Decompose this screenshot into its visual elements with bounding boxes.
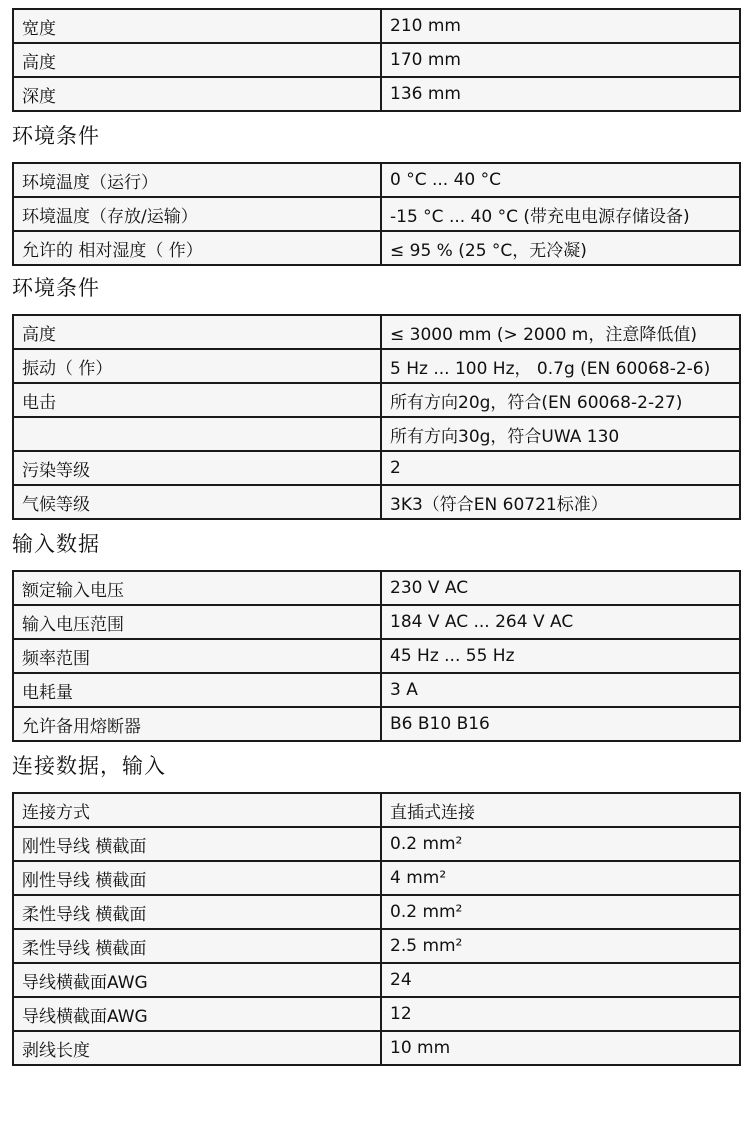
row-value: 230 V AC — [381, 571, 740, 605]
section-title-connection-data: 连接数据，输入 — [12, 754, 166, 778]
row-label: 气候等级 — [13, 485, 381, 519]
table-row — [13, 417, 740, 451]
row-label: 剥线长度 — [13, 1031, 381, 1065]
row-value: 直插式连接 — [381, 793, 740, 827]
table-row — [13, 827, 740, 861]
table-row — [13, 1031, 740, 1065]
row-value: B6 B10 B16 — [381, 707, 740, 741]
dimensions-table — [12, 8, 741, 112]
row-label: 高度 — [13, 43, 381, 77]
row-label: 振动（ 作） — [13, 349, 381, 383]
row-label: 频率范围 — [13, 639, 381, 673]
table-row — [13, 861, 740, 895]
row-value: 4 mm² — [381, 861, 740, 895]
row-value: ≤ 3000 mm (> 2000 m，注意降低值) — [381, 315, 740, 349]
table-row — [13, 197, 740, 231]
row-value: 2.5 mm² — [381, 929, 740, 963]
table-row — [13, 43, 740, 77]
row-label: 环境温度（存放/运输） — [13, 197, 381, 231]
table-row — [13, 639, 740, 673]
table-row — [13, 895, 740, 929]
row-value: 12 — [381, 997, 740, 1031]
row-label: 输入电压范围 — [13, 605, 381, 639]
input-data-table — [12, 570, 741, 742]
row-label — [13, 417, 381, 451]
row-label: 刚性导线 横截面 — [13, 861, 381, 895]
row-label: 电耗量 — [13, 673, 381, 707]
row-value: ≤ 95 % (25 °C，无冷凝) — [381, 231, 740, 265]
row-value: 2 — [381, 451, 740, 485]
table-row — [13, 929, 740, 963]
row-label: 深度 — [13, 77, 381, 111]
table-row — [13, 315, 740, 349]
row-value: 5 Hz ... 100 Hz， 0.7g (EN 60068-2-6) — [381, 349, 740, 383]
row-value: -15 °C ... 40 °C (带充电电源存储设备) — [381, 197, 740, 231]
table-row — [13, 485, 740, 519]
row-value: 24 — [381, 963, 740, 997]
row-value: 10 mm — [381, 1031, 740, 1065]
row-label: 刚性导线 横截面 — [13, 827, 381, 861]
table-row — [13, 793, 740, 827]
row-label: 导线横截面AWG — [13, 963, 381, 997]
row-value: 45 Hz ... 55 Hz — [381, 639, 740, 673]
row-label: 额定输入电压 — [13, 571, 381, 605]
row-label: 柔性导线 横截面 — [13, 895, 381, 929]
row-value: 184 V AC ... 264 V AC — [381, 605, 740, 639]
table-row — [13, 451, 740, 485]
table-row — [13, 349, 740, 383]
row-label: 允许备用熔断器 — [13, 707, 381, 741]
table-row — [13, 963, 740, 997]
row-label: 允许的 相对湿度（ 作） — [13, 231, 381, 265]
table-row — [13, 571, 740, 605]
section-title-environment: 环境条件 — [12, 124, 100, 148]
row-value: 所有方向30g，符合UWA 130 — [381, 417, 740, 451]
row-label: 连接方式 — [13, 793, 381, 827]
row-value: 所有方向20g，符合(EN 60068-2-27) — [381, 383, 740, 417]
table-row — [13, 231, 740, 265]
row-label: 柔性导线 横截面 — [13, 929, 381, 963]
row-value: 0 °C ... 40 °C — [381, 163, 740, 197]
section-title-input-data: 输入数据 — [12, 532, 100, 556]
table-row — [13, 997, 740, 1031]
row-label: 污染等级 — [13, 451, 381, 485]
section-title-environment-2: 环境条件 — [12, 276, 100, 300]
row-label: 导线横截面AWG — [13, 997, 381, 1031]
table-row — [13, 673, 740, 707]
row-value: 136 mm — [381, 77, 740, 111]
row-value: 170 mm — [381, 43, 740, 77]
row-value: 0.2 mm² — [381, 895, 740, 929]
row-value: 210 mm — [381, 9, 740, 43]
table-row — [13, 383, 740, 417]
environment-table-2 — [12, 314, 741, 520]
table-row — [13, 163, 740, 197]
environment-table — [12, 162, 741, 266]
row-label: 电击 — [13, 383, 381, 417]
table-row — [13, 605, 740, 639]
row-label: 宽度 — [13, 9, 381, 43]
row-value: 0.2 mm² — [381, 827, 740, 861]
row-value: 3 A — [381, 673, 740, 707]
row-value: 3K3（符合EN 60721标准） — [381, 485, 740, 519]
row-label: 环境温度（运行） — [13, 163, 381, 197]
table-row — [13, 9, 740, 43]
table-row — [13, 77, 740, 111]
connection-data-table — [12, 792, 741, 1066]
table-row — [13, 707, 740, 741]
row-label: 高度 — [13, 315, 381, 349]
